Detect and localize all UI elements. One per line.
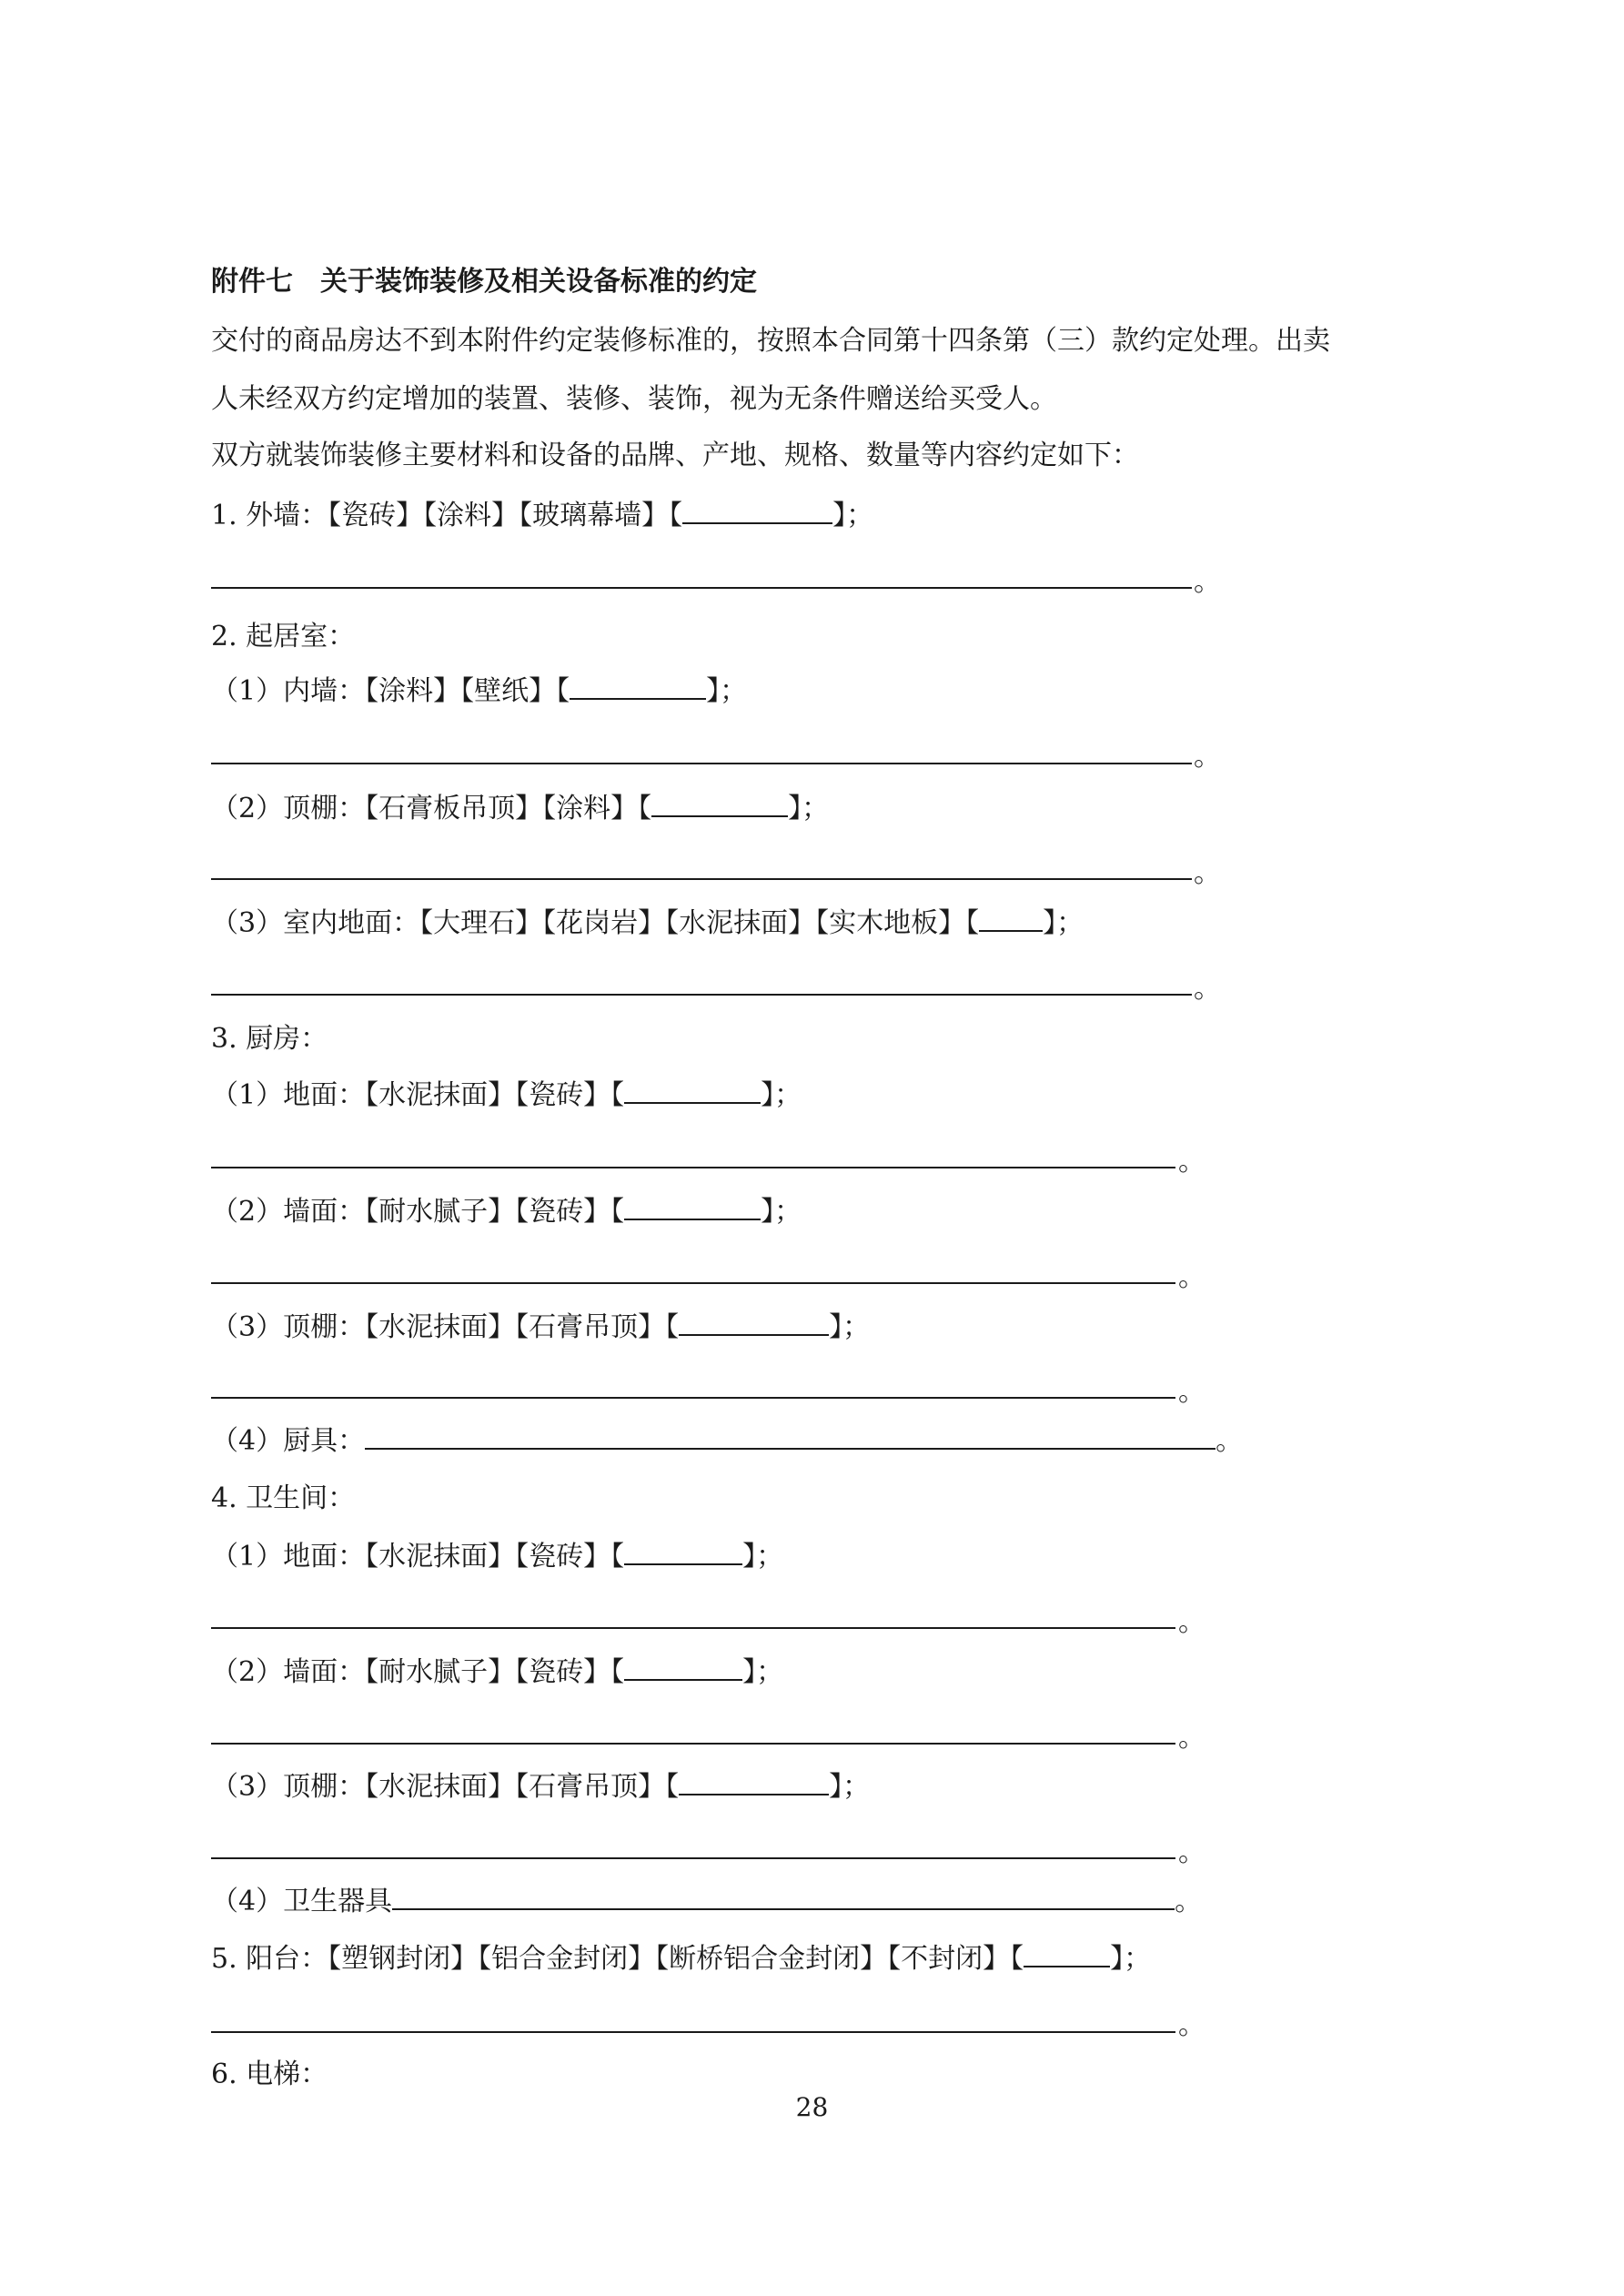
bracket-close: 】； — [832, 500, 874, 531]
item-kitchen-ceiling — [211, 1307, 870, 1346]
item-kitchen-heading: 3. 厨房： — [211, 1023, 328, 1055]
floor-options: （3）室内地面：【大理石】【花岗岩】【水泥抹面】【实木地板】【 — [211, 907, 980, 939]
bathroom-ceiling-other-blank[interactable] — [679, 1766, 829, 1795]
item-kitchen-floor — [211, 1075, 802, 1114]
bathroom-floor-options: （1）地面：【水泥抹面】【瓷砖】【 — [211, 1541, 625, 1573]
bathroom-floor-detail-line[interactable] — [211, 1627, 1175, 1629]
item-living-room-floor — [211, 903, 1084, 942]
kitchen-appliances-label: （4）厨具： — [211, 1425, 366, 1457]
bathroom-floor-other-blank[interactable] — [624, 1536, 742, 1565]
kitchen-wall-other-blank[interactable] — [624, 1191, 761, 1220]
item-bathroom-ceiling — [211, 1766, 870, 1805]
period-mark: 。 — [1194, 857, 1221, 889]
inner-wall-options: （1）内墙：【涂料】【壁纸】【 — [211, 675, 570, 707]
kitchen-ceiling-options: （3）顶棚：【水泥抹面】【石膏吊顶】【 — [211, 1311, 680, 1343]
bracket-close: 】； — [706, 675, 748, 707]
page-title — [211, 264, 757, 300]
inner-wall-other-blank[interactable] — [570, 671, 706, 700]
bracket-close: 】； — [742, 1541, 784, 1573]
sanitary-ware-blank[interactable] — [392, 1881, 1175, 1910]
kitchen-appliances-blank[interactable] — [365, 1421, 1215, 1450]
period-mark: 。 — [1194, 741, 1221, 773]
item-elevator-heading: 6. 电梯： — [211, 2058, 328, 2090]
balcony-detail-line[interactable] — [211, 2031, 1175, 2033]
item-balcony — [211, 1938, 1151, 1977]
ceiling-detail-line[interactable] — [211, 878, 1192, 880]
ceiling-other-blank[interactable] — [651, 788, 788, 817]
item-living-room-ceiling — [211, 788, 829, 827]
kitchen-floor-detail-line[interactable] — [211, 1167, 1175, 1168]
sanitary-ware-label: （4）卫生器具 — [211, 1886, 393, 1917]
bracket-close: 】； — [829, 1311, 871, 1343]
balcony-other-blank[interactable] — [1024, 1938, 1110, 1967]
ceiling-options: （2）顶棚：【石膏板吊顶】【涂料】【 — [211, 793, 652, 824]
period-mark: 。 — [1178, 1722, 1205, 1754]
bracket-close: 】； — [761, 1196, 802, 1228]
bracket-close: 】； — [788, 793, 830, 824]
item-kitchen-appliances — [211, 1421, 1243, 1460]
kitchen-floor-other-blank[interactable] — [624, 1075, 761, 1104]
intro-line-3: 双方就装饰装修主要材料和设备的品牌、产地、规格、数量等内容约定如下： — [211, 440, 1139, 471]
period-mark: 。 — [1178, 1836, 1205, 1868]
bathroom-ceiling-options: （3）顶棚：【水泥抹面】【石膏吊顶】【 — [211, 1771, 680, 1803]
period-mark: 。 — [1194, 566, 1221, 598]
item-bathroom-wall — [211, 1652, 783, 1691]
bracket-close: 】； — [1043, 907, 1084, 939]
title-annex-name: 关于装饰装修及相关设备标准的约定 — [320, 266, 757, 298]
period-mark: 。 — [1178, 1146, 1205, 1178]
item-bathroom-floor — [211, 1536, 783, 1575]
period-mark: 。 — [1194, 973, 1221, 1005]
exterior-wall-detail-line[interactable] — [211, 587, 1192, 589]
kitchen-wall-detail-line[interactable] — [211, 1282, 1175, 1284]
exterior-wall-other-blank[interactable] — [682, 495, 832, 524]
inner-wall-detail-line[interactable] — [211, 763, 1192, 764]
period-mark: 。 — [1178, 1606, 1205, 1638]
intro-line-2: 人未经双方约定增加的装置、装修、装饰，视为无条件赠送给买受人。 — [211, 383, 1057, 415]
floor-other-blank[interactable] — [979, 903, 1043, 932]
period-mark: 。 — [1175, 1886, 1203, 1917]
bathroom-wall-other-blank[interactable] — [624, 1652, 742, 1681]
bracket-close: 】； — [1110, 1943, 1152, 1975]
title-annex-label: 附件七 — [211, 266, 293, 298]
period-mark: 。 — [1178, 1261, 1205, 1293]
bracket-close: 】； — [761, 1079, 802, 1111]
item-exterior-wall — [211, 495, 873, 534]
bracket-close: 】； — [742, 1656, 784, 1688]
kitchen-wall-options: （2）墙面：【耐水腻子】【瓷砖】【 — [211, 1196, 625, 1228]
item-sanitary-ware — [211, 1881, 1202, 1920]
bathroom-wall-detail-line[interactable] — [211, 1743, 1175, 1745]
kitchen-floor-options: （1）地面：【水泥抹面】【瓷砖】【 — [211, 1079, 625, 1111]
period-mark: 。 — [1178, 1376, 1205, 1408]
item-living-room-inner-wall — [211, 671, 747, 710]
kitchen-ceiling-other-blank[interactable] — [679, 1307, 829, 1336]
balcony-options: 5. 阳台：【塑钢封闭】【铝合金封闭】【断桥铝合金封闭】【不封闭】【 — [211, 1943, 1024, 1975]
bathroom-wall-options: （2）墙面：【耐水腻子】【瓷砖】【 — [211, 1656, 625, 1688]
period-mark: 。 — [1215, 1425, 1244, 1457]
period-mark: 。 — [1178, 2009, 1205, 2041]
kitchen-ceiling-detail-line[interactable] — [211, 1397, 1175, 1399]
page-number: 28 — [795, 2092, 829, 2122]
bathroom-ceiling-detail-line[interactable] — [211, 1857, 1175, 1859]
floor-detail-line[interactable] — [211, 994, 1192, 996]
item-bathroom-heading: 4. 卫生间： — [211, 1482, 356, 1514]
item-exterior-wall-options: 1. 外墙：【瓷砖】【涂料】【玻璃幕墙】【 — [211, 500, 683, 531]
item-kitchen-wall — [211, 1191, 802, 1230]
bracket-close: 】； — [829, 1771, 871, 1803]
intro-line-1: 交付的商品房达不到本附件约定装修标准的，按照本合同第十四条第（三）款约定处理。出卖 — [211, 325, 1330, 357]
item-living-room-heading: 2. 起居室： — [211, 621, 356, 652]
